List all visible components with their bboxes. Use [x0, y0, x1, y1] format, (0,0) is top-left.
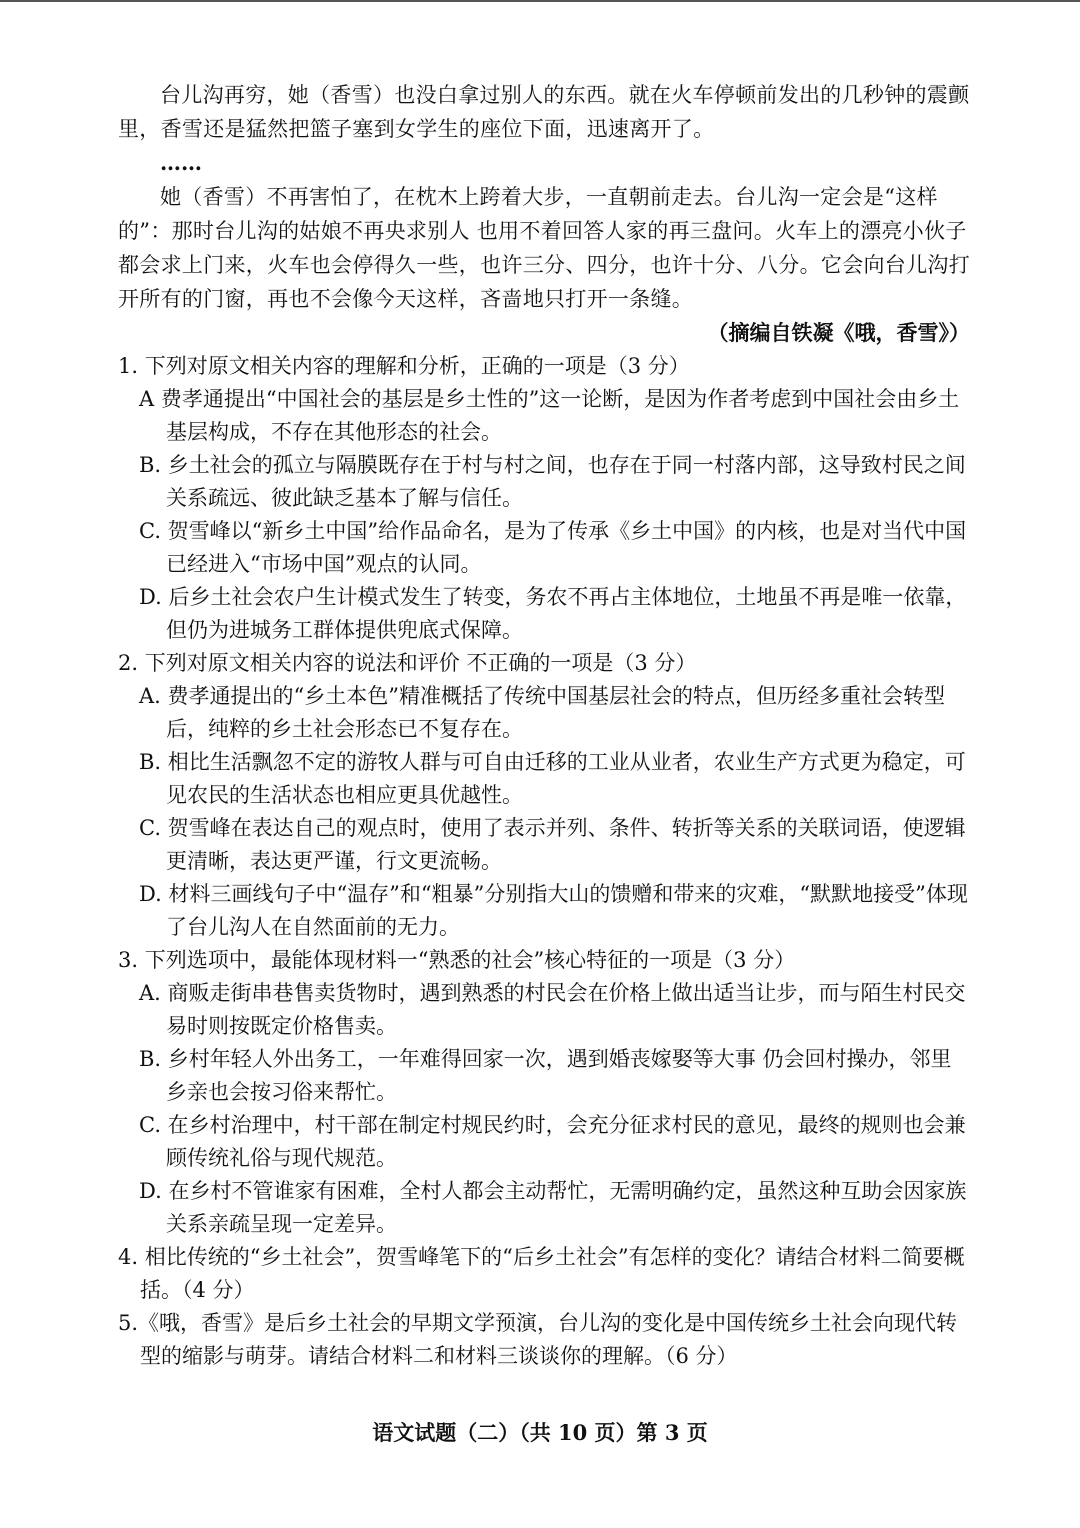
question-3-stem: 3. 下列选项中，最能体现材料一“熟悉的社会”核心特征的一项是（3 分）	[118, 948, 796, 972]
question-5	[118, 1307, 970, 1373]
question-4-stem: 4. 相比传统的“乡土社会”，贺雪峰笔下的“后乡土社会”有怎样的变化？请结合材料二简要概括。（4 分）	[118, 1245, 965, 1302]
question-1-option-b: B. 乡土社会的孤立与隔膜既存在于村与村之间，也存在于同一村落内部，这导致村民之间关系疏远、彼此缺乏基本了解与信任。	[139, 453, 966, 510]
question-3	[118, 944, 970, 1241]
passage-paragraph-2: 她（香雪）不再害怕了，在枕木上跨着大步，一直朝前走去。台儿沟一定会是“这样的”：那时台儿沟的姑娘不再央求别人 也用不着回答人家的再三盘问。火车上的漂亮小伙子都会求上门来，火车也会停得久一些，也许三分、四分，也许十分、八分。它会向台儿沟打开所有的门窗，再也不会像今天这样，吝啬地只打开一条缝。	[118, 185, 970, 311]
question-2-stem: 2. 下列对原文相关内容的说法和评价 不正确的一项是（3 分）	[118, 651, 697, 675]
question-5-stem: 5.《哦，香雪》是后乡土社会的早期文学预演，台儿沟的变化是中国传统乡土社会向现代转型的缩影与萌芽。请结合材料二和材料三谈谈你的理解。（6 分）	[118, 1311, 958, 1368]
top-border-line	[0, 0, 1080, 2]
question-3-option-d: D. 在乡村不管谁家有困难，全村人都会主动帮忙，无需明确约定，虽然这种互助会因家族关系亲疏呈现一定差异。	[139, 1179, 967, 1236]
exam-page	[118, 78, 970, 1373]
question-3-option-b: B. 乡村年轻人外出务工，一年难得回家一次，遇到婚丧嫁娶等大事 仍会回村操办，邻里乡亲也会按习俗来帮忙。	[139, 1047, 952, 1104]
question-1-option-d: D. 后乡土社会农户生计模式发生了转变，务农不再占主体地位，土地虽不再是唯一依靠，但仍为进城务工群体提供兜底式保障。	[139, 585, 967, 642]
question-1-stem: 1. 下列对原文相关内容的理解和分析，正确的一项是（3 分）	[118, 354, 690, 378]
question-1	[118, 350, 970, 647]
question-2-option-c: C. 贺雪峰在表达自己的观点时，使用了表示并列、条件、转折等关系的关联词语，使逻辑更清晰，表达更严谨，行文更流畅。	[139, 816, 966, 873]
question-4	[118, 1241, 970, 1307]
question-3-option-c: C. 在乡村治理中，村干部在制定村规民约时，会充分征求村民的意见，最终的规则也会兼顾传统礼俗与现代规范。	[139, 1113, 966, 1170]
question-2-option-b: B. 相比生活飘忽不定的游牧人群与可自由迁移的工业从业者，农业生产方式更为稳定，可见农民的生活状态也相应更具优越性。	[139, 750, 966, 807]
question-1-option-a: A 费孝通提出“中国社会的基层是乡土性的”这一论断，是因为作者考虑到中国社会由乡土基层构成，不存在其他形态的社会。	[139, 387, 960, 444]
question-2-option-d: D. 材料三画线句子中“温存”和“粗暴”分别指大山的馈赠和带来的灾难，“默默地接受”体现了台儿沟人在自然面前的无力。	[139, 882, 968, 939]
question-1-option-c: C. 贺雪峰以“新乡土中国”给作品命名，是为了传承《乡土中国》的内核，也是对当代中国已经进入“市场中国”观点的认同。	[139, 519, 967, 576]
question-2	[118, 647, 970, 944]
passage-ellipsis: ……	[160, 150, 202, 175]
question-2-option-a: A. 费孝通提出的“乡土本色”精准概括了传统中国基层社会的特点，但历经多重社会转型后，纯粹的乡土社会形态已不复存在。	[139, 684, 945, 741]
page-footer: 语文试题（二）（共 10 页）第 3 页	[372, 1420, 708, 1445]
passage-paragraph-1: 台儿沟再穷，她（香雪）也没白拿过别人的东西。就在火车停顿前发出的几秒钟的震颤里，香雪还是猛然把篮子塞到女学生的座位下面，迅速离开了。	[118, 83, 970, 141]
passage-source: （摘编自铁凝《哦，香雪》）	[707, 320, 970, 345]
question-3-option-a: A. 商贩走街串巷售卖货物时，遇到熟悉的村民会在价格上做出适当让步，而与陌生村民交易时则按既定价格售卖。	[139, 981, 966, 1038]
